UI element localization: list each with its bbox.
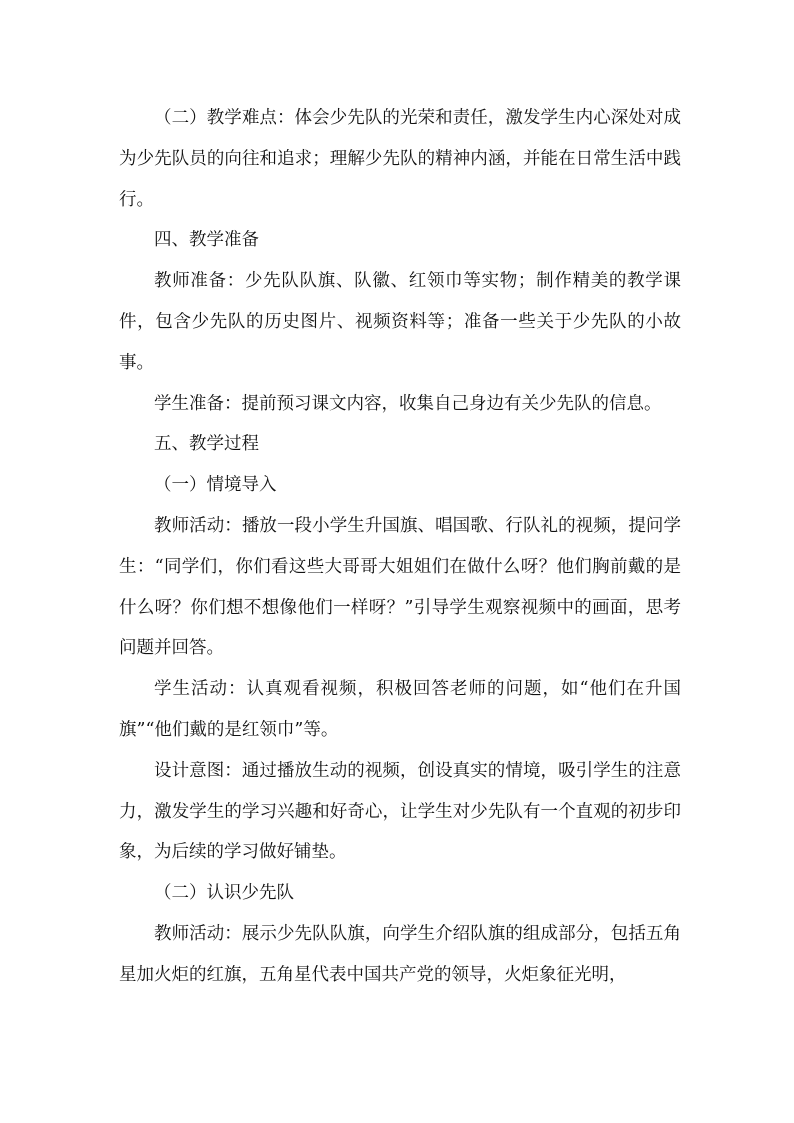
paragraph-teaching-difficulty: （二）教学难点：体会少先队的光荣和责任，激发学生内心深处对成为少先队员的向往和追求；理解少先队的精神内涵，并能在日常生活中践行。: [119, 108, 681, 210]
paragraph-teacher-activity-2: 教师活动：展示少先队队旗，向学生介绍队旗的组成部分，包括五角星加火炬的红旗，五角星代表中国共产党的领导，火炬象征光明，: [119, 923, 681, 985]
subheading-situation-introduction: （一）情境导入: [154, 475, 277, 496]
document-body: [119, 98, 681, 996]
heading-teaching-preparation: 四、教学准备: [154, 230, 259, 251]
paragraph-teacher-activity-1: 教师活动：播放一段小学生升国旗、唱国歌、行队礼的视频，提问学生：“同学们，你们看这些大哥哥大姐姐们在做什么呀？他们胸前戴的是什么呀？你们想不想像他们一样呀？”引导学生观察视频中的画面，思考问题并回答。: [119, 515, 681, 659]
paragraph-student-activity-1: 学生活动：认真观看视频，积极回答老师的问题，如“他们在升国旗”“他们戴的是红领巾”等。: [119, 679, 681, 740]
paragraph-teacher-preparation: 教师准备：少先队队旗、队徽、红领巾等实物；制作精美的教学课件，包含少先队的历史图片、视频资料等；准备一些关于少先队的小故事。: [119, 271, 681, 373]
paragraph-design-intent-1: 设计意图：通过播放生动的视频，创设真实的情境，吸引学生的注意力，激发学生的学习兴趣和好奇心，让学生对少先队有一个直观的初步印象，为后续的学习做好铺垫。: [119, 760, 681, 863]
heading-teaching-process: 五、教学过程: [154, 434, 259, 455]
paragraph-student-preparation: 学生准备：提前预习课文内容，收集自己身边有关少先队的信息。: [154, 393, 662, 414]
subheading-know-young-pioneers: （二）认识少先队: [154, 883, 294, 904]
